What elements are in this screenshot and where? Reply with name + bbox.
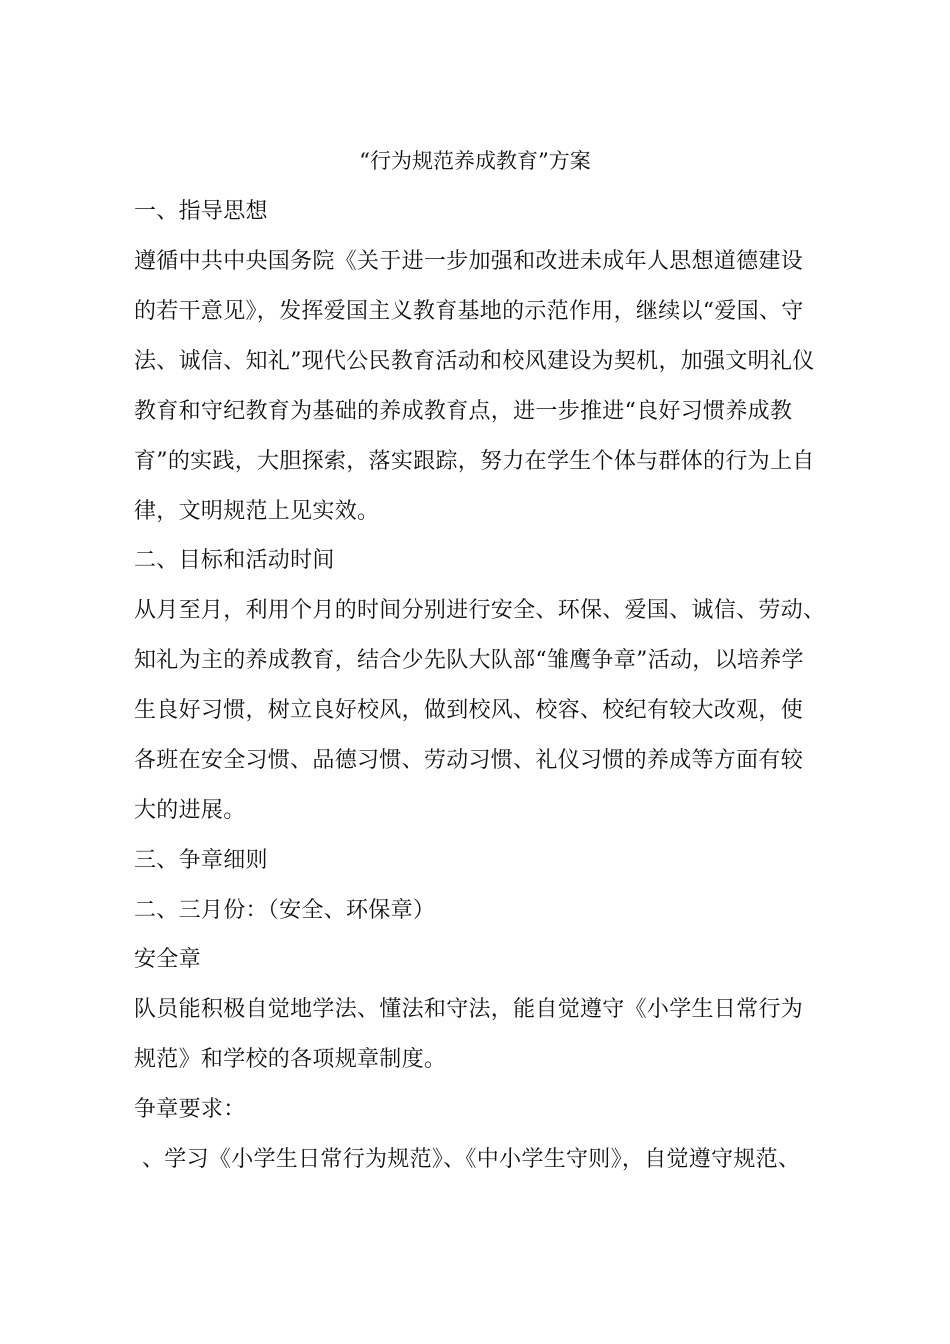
paragraph-line: 知礼为主的养成教育，结合少先队大队部“雏鹰争章”活动，以培养学 <box>134 648 804 673</box>
paragraph-line: 教育和守纪教育为基础的养成教育点，进一步推进“良好习惯养成教 <box>134 399 793 424</box>
paragraph-line: 法、诚信、知礼”现代公民教育活动和校风建设为契机，加强文明礼仪 <box>134 349 815 374</box>
paragraph-line: 育”的实践，大胆探索，落实跟踪，努力在学生个体与群体的行为上自 <box>134 449 815 474</box>
subheading-safety-badge: 安全章 <box>134 947 201 972</box>
paragraph-line: 遵循中共中央国务院《关于进一步加强和改进未成年人思想道德建设 <box>134 249 804 274</box>
list-item: 、学习《小学生日常行为规范》、《中小学生守则》，自觉遵守规范、 <box>142 1147 801 1172</box>
heading-badge-rules: 三、争章细则 <box>134 848 268 873</box>
document-title: “行为规范养成教育”方案 <box>359 149 591 173</box>
heading-goals-and-time: 二、目标和活动时间 <box>134 548 335 573</box>
paragraph-line: 大的进展。 <box>134 798 246 823</box>
subheading-requirements: 争章要求： <box>134 1097 246 1122</box>
paragraph-line: 律，文明规范上见实效。 <box>134 499 380 524</box>
paragraph-line: 规范》和学校的各项规章制度。 <box>134 1047 447 1072</box>
paragraph-line: 各班在安全习惯、品德习惯、劳动习惯、礼仪习惯的养成等方面有较 <box>134 748 804 773</box>
paragraph-line: 从月至月，利用个月的时间分别进行安全、环保、爱国、诚信、劳动、 <box>134 598 826 623</box>
paragraph-line: 生良好习惯，树立良好校风，做到校风、校容、校纪有较大改观，使 <box>134 698 804 723</box>
paragraph-line: 的若干意见》，发挥爱国主义教育基地的示范作用，继续以“爱国、守 <box>134 299 804 324</box>
subheading-feb-march: 二、三月份：（安全、环保章） <box>134 898 436 923</box>
paragraph-line: 队员能积极自觉地学法、懂法和守法，能自觉遵守《小学生日常行为 <box>134 997 804 1022</box>
heading-guiding-ideology: 一、指导思想 <box>134 199 268 224</box>
